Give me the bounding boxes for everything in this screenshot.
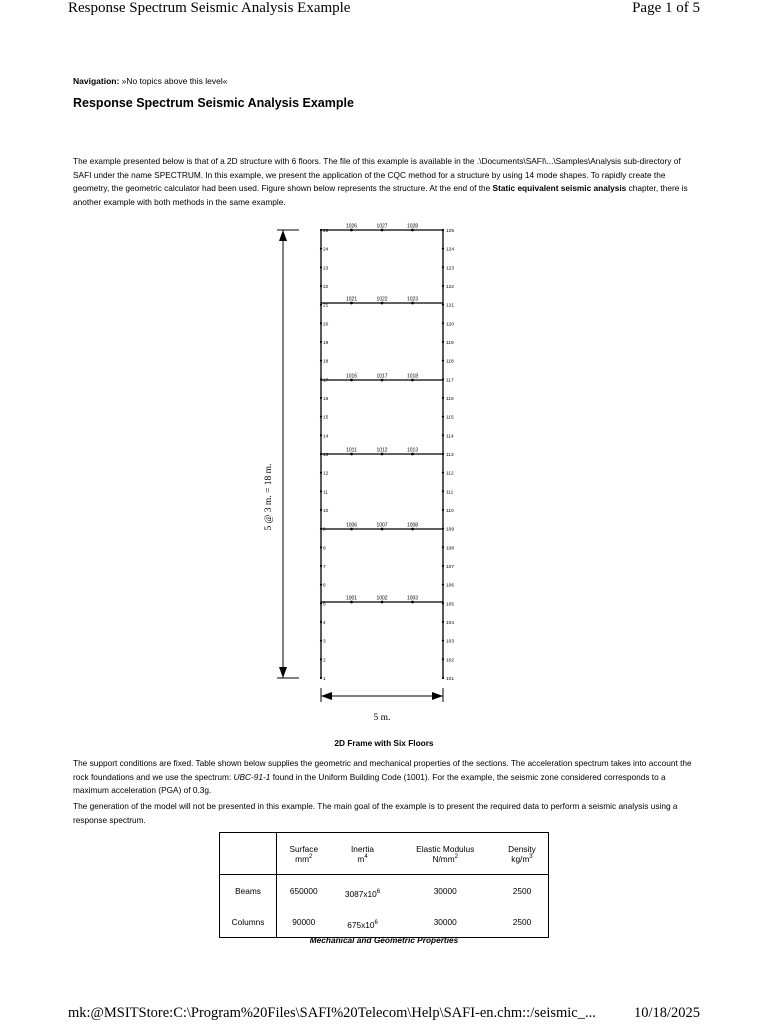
intro-paragraph (73, 155, 695, 209)
left-node-label: 2 (323, 658, 326, 664)
right-node-label: 112 (446, 471, 454, 477)
column-node (442, 378, 444, 380)
row-label-columns: Columns (220, 906, 277, 938)
left-node-label: 15 (323, 415, 329, 421)
column-node (442, 322, 444, 324)
column-node (442, 341, 444, 343)
right-node-label: 106 (446, 583, 455, 589)
navigation (73, 76, 228, 86)
right-node-label: 120 (446, 322, 455, 328)
arrow-right-icon (432, 692, 443, 700)
header-inertia: Inertia $m^4$ (331, 833, 395, 875)
column-node (320, 397, 322, 399)
column-node (320, 658, 322, 660)
beam-label: 1007 (376, 522, 388, 529)
right-node-label: 116 (446, 397, 454, 402)
right-node-label: 123 (446, 266, 455, 272)
column-node (320, 266, 322, 268)
navigation-text: »No topics above this level« (121, 76, 228, 86)
column-node (320, 378, 322, 380)
width-dimension-label: 5 m. (373, 713, 391, 722)
column-node (320, 416, 322, 418)
spectrum-name: UBC-91-1 (233, 771, 271, 782)
footer-path: mk:@MSITStore:C:\Program%20Files\SAFI%20Telecom\Help\SAFI-en.chm::/seismic_... (68, 1005, 596, 1021)
intro-text-2: chapter, there is another example with both methods in the same example. (73, 183, 688, 207)
column-node (320, 546, 322, 548)
right-node-label: 101 (446, 677, 455, 682)
column-node (320, 434, 322, 436)
cell-modulus: 30000 (395, 875, 496, 907)
left-node-label: 6 (323, 583, 326, 589)
beam-label: 1017 (376, 373, 388, 380)
beam-label: 1016 (345, 373, 358, 380)
column-node (442, 640, 444, 642)
beam-label: 1018 (406, 373, 419, 380)
right-node-label: 125 (446, 229, 455, 234)
left-node-label: 16 (323, 397, 329, 402)
right-node-label: 108 (446, 546, 455, 552)
beam-label: 1003 (406, 595, 419, 602)
beam-label: 1026 (345, 223, 358, 230)
left-node-label: 19 (323, 341, 329, 346)
left-node-label: 25 (323, 229, 329, 234)
cell-modulus: 30000 (395, 906, 496, 938)
beam-label: 1001 (345, 595, 358, 602)
column-node (442, 490, 444, 492)
cell-inertia: $3087x10^6$ (331, 875, 395, 907)
left-node-label: 4 (323, 621, 326, 626)
column-node (320, 509, 322, 511)
column-node (442, 472, 444, 474)
table-corner-cell (220, 833, 277, 875)
para2-text-2: found in the Uniform Building Code (1001). For the example, the seismic zone considered corresponds to a maximum acceleration (PGA) of 0.3g. (73, 771, 666, 796)
beam-label: 1002 (376, 595, 388, 602)
column-node (442, 602, 444, 604)
beam-label: 1027 (376, 223, 388, 230)
page-title: Response Spectrum Seismic Analysis Example (73, 96, 354, 110)
beam-label: 1006 (345, 522, 358, 529)
frame-figure (255, 222, 495, 722)
beam-label: 1013 (406, 447, 419, 454)
left-node-label: 5 (323, 602, 326, 608)
right-node-label: 114 (446, 434, 454, 440)
beam-label: 1011 (346, 447, 357, 454)
navigation-label: Navigation: (73, 76, 120, 86)
column-node (442, 360, 444, 362)
right-node-label: 102 (446, 658, 455, 664)
column-node (442, 509, 444, 511)
right-node-label: 109 (446, 527, 455, 533)
right-node-label: 121 (446, 303, 455, 309)
column-node (320, 341, 322, 343)
column-node (320, 229, 322, 231)
arrow-left-icon (321, 692, 332, 700)
column-node (442, 546, 444, 548)
table-row (220, 875, 549, 907)
right-node-label: 119 (446, 341, 454, 346)
cell-density: 2500 (496, 875, 549, 907)
right-node-label: 124 (446, 247, 455, 253)
cell-surface: 90000 (277, 906, 331, 938)
left-node-label: 10 (323, 509, 329, 514)
left-node-label: 20 (323, 322, 329, 328)
column-node (442, 453, 444, 455)
column-node (442, 248, 444, 250)
column-node (442, 266, 444, 268)
column-node (442, 677, 444, 679)
column-node (320, 602, 322, 604)
column-node (320, 677, 322, 679)
left-node-label: 12 (323, 471, 329, 477)
right-node-label: 122 (446, 285, 455, 290)
column-node (442, 528, 444, 530)
column-node (442, 304, 444, 306)
column-node (320, 472, 322, 474)
beam-label: 1028 (406, 223, 419, 230)
support-paragraph (73, 757, 695, 798)
header-density: Density $kg/m^3$ (496, 833, 549, 875)
right-node-label: 103 (446, 639, 455, 645)
right-node-label: 107 (446, 565, 455, 570)
column-node (320, 248, 322, 250)
left-node-label: 23 (323, 266, 329, 272)
right-node-label: 115 (446, 415, 454, 421)
column-node (442, 434, 444, 436)
right-node-label: 111 (446, 490, 454, 496)
column-node (442, 397, 444, 399)
column-node (442, 621, 444, 623)
beam-label: 1021 (345, 296, 358, 303)
right-node-label: 118 (446, 359, 454, 365)
intro-text-1: The example presented below is that of a 2D structure with 6 floors. The file of this example is available in the .\Documents\SAFI\...\Samples\Analysis sub-directory of SAFI under the name SPECTRUM. In this example, we present the application of the CQC method for a structure by using 14 mode shapes. To rapidly create the geometry, the geometric calculator had been used. Figure shown below represents the structure. At the end of the (73, 156, 681, 194)
left-node-label: 17 (323, 378, 329, 384)
column-node (320, 453, 322, 455)
left-node-label: 13 (323, 453, 329, 458)
column-node (442, 285, 444, 287)
left-node-label: 22 (323, 285, 329, 290)
para2-text-1: The support conditions are fixed. Table shown below supplies the geometric and mechanical properties of the sections. The acceleration spectrum takes into account the rock foundations and we use the spectrum: (73, 758, 692, 782)
left-node-label: 1 (323, 677, 326, 682)
beam-label: 1022 (376, 296, 388, 303)
right-node-label: 104 (446, 621, 455, 626)
left-node-label: 18 (323, 359, 329, 365)
column-node (442, 584, 444, 586)
footer-date: 10/18/2025 (633, 1005, 700, 1021)
arrow-up-icon (279, 230, 287, 241)
column-node (320, 490, 322, 492)
right-node-label: 113 (446, 453, 454, 458)
left-node-label: 8 (323, 546, 326, 552)
left-node-label: 14 (323, 434, 329, 440)
cell-inertia: $675x10^6$ (331, 906, 395, 938)
row-label-beams: Beams (220, 875, 277, 907)
beam-label: 1008 (406, 522, 419, 529)
column-node (442, 565, 444, 567)
figure-caption: 2D Frame with Six Floors (334, 738, 434, 748)
column-node (320, 304, 322, 306)
left-node-label: 24 (323, 247, 329, 253)
static-equivalent-link[interactable]: Static equivalent seismic analysis (492, 183, 627, 194)
column-node (320, 565, 322, 567)
column-node (442, 229, 444, 231)
column-node (442, 416, 444, 418)
column-node (320, 322, 322, 324)
right-node-label: 110 (446, 509, 454, 514)
left-node-label: 7 (323, 565, 326, 570)
left-node-label: 9 (323, 527, 326, 533)
column-node (442, 658, 444, 660)
header-modulus: Elastic Modulus $N/mm^2$ (395, 833, 496, 875)
right-node-label: 105 (446, 602, 455, 608)
arrow-down-icon (279, 667, 287, 678)
table-header-row (220, 833, 549, 875)
right-node-label: 117 (446, 378, 454, 384)
header-title: Response Spectrum Seismic Analysis Example (68, 0, 351, 16)
left-node-label: 3 (323, 639, 326, 645)
column-node (320, 360, 322, 362)
column-node (320, 621, 322, 623)
column-node (320, 528, 322, 530)
cell-surface: 650000 (277, 875, 331, 907)
header-surface: Surface $mm^2$ (277, 833, 331, 875)
page-number: Page 1 of 5 (632, 0, 700, 16)
column-node (320, 285, 322, 287)
table-row (220, 906, 549, 938)
properties-table (219, 832, 549, 938)
beam-label: 1012 (376, 447, 388, 454)
left-node-label: 11 (323, 490, 328, 496)
table-caption: Mechanical and Geometric Properties (309, 935, 459, 945)
column-node (320, 640, 322, 642)
model-paragraph: The generation of the model will not be presented in this example. The main goal of the example is to present the required data to perform a seismic analysis using a response spectrum. (73, 801, 678, 825)
height-dimension-label: 5 @ 3 m. = 18 m. (264, 463, 274, 531)
beam-label: 1023 (406, 296, 419, 303)
left-node-label: 21 (323, 303, 329, 309)
cell-density: 2500 (496, 906, 549, 938)
column-node (320, 584, 322, 586)
